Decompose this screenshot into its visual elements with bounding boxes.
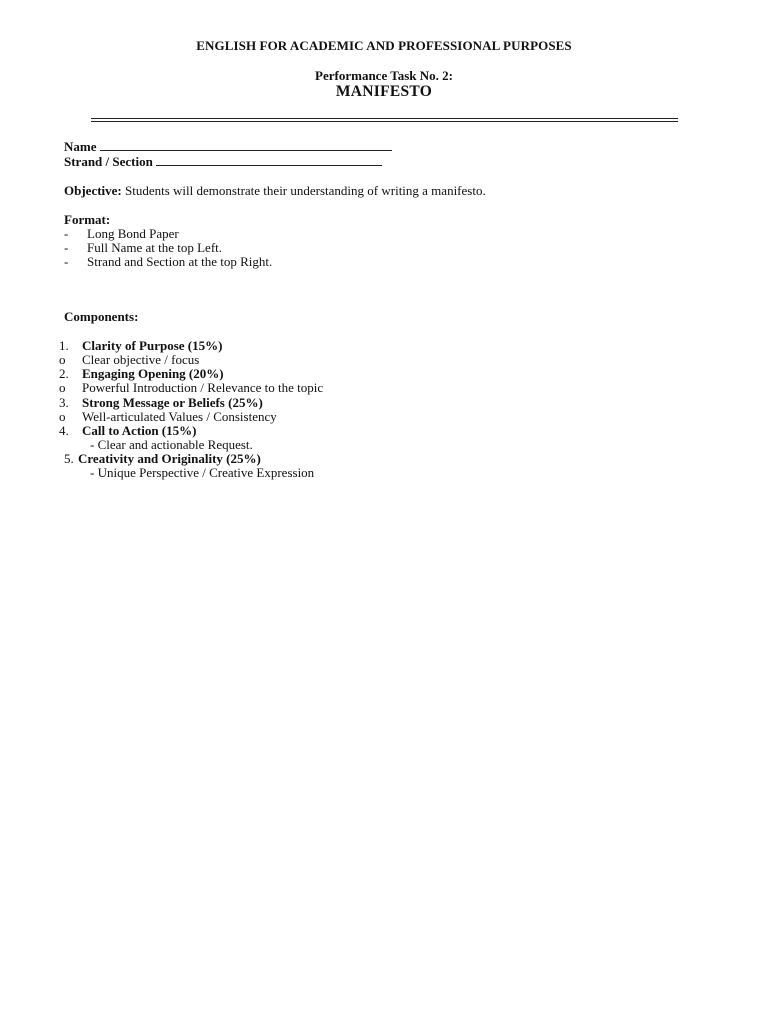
objective — [64, 184, 486, 198]
format-item-marker: - — [64, 240, 69, 255]
format-item-marker: - — [64, 226, 69, 241]
strand-section-field — [64, 154, 382, 169]
component-title: Engaging Opening (20%) — [82, 366, 224, 381]
component-sub-marker: o — [59, 409, 66, 424]
task-number: Performance Task No. 2: — [315, 68, 453, 83]
format-item: Full Name at the top Left. — [87, 240, 223, 255]
name-label: Name — [64, 139, 97, 154]
component-detail: Powerful Introduction / Relevance to the topic — [82, 380, 324, 395]
format-item: Long Bond Paper — [87, 226, 179, 241]
component-number: 3. — [59, 395, 69, 410]
objective-label: Objective: — [64, 183, 122, 198]
component-detail: - Clear and actionable Request. — [90, 437, 253, 452]
double-divider — [91, 118, 678, 122]
format-label: Format: — [64, 212, 111, 227]
component-detail: - Unique Perspective / Creative Expression — [90, 465, 315, 480]
component-number: 1. — [59, 338, 69, 353]
component-title: Strong Message or Beliefs (25%) — [82, 395, 263, 410]
components-label: Components: — [64, 309, 139, 324]
component-number: 4. — [59, 423, 69, 438]
component-sub-marker: o — [59, 352, 66, 367]
component-sub-marker: o — [59, 380, 66, 395]
component-number: 2. — [59, 366, 69, 381]
component-detail: Well-articulated Values / Consistency — [82, 409, 277, 424]
name-field — [64, 139, 392, 154]
name-blank-line — [100, 139, 392, 151]
component-title: Creativity and Originality (25%) — [78, 451, 261, 466]
strand-section-blank-line — [156, 154, 382, 166]
component-title: Clarity of Purpose (15%) — [82, 338, 223, 353]
course-title: ENGLISH FOR ACADEMIC AND PROFESSIONAL PURPOSES — [196, 38, 572, 53]
document-title: MANIFESTO — [335, 83, 433, 100]
strand-section-label: Strand / Section — [64, 154, 153, 169]
format-item: Strand and Section at the top Right. — [87, 254, 273, 269]
component-title: Call to Action (15%) — [82, 423, 197, 438]
component-number: 5. — [64, 451, 74, 466]
format-item-marker: - — [64, 254, 69, 269]
component-detail: Clear objective / focus — [82, 352, 200, 367]
objective-text: Students will demonstrate their understanding of writing a manifesto. — [125, 183, 486, 198]
